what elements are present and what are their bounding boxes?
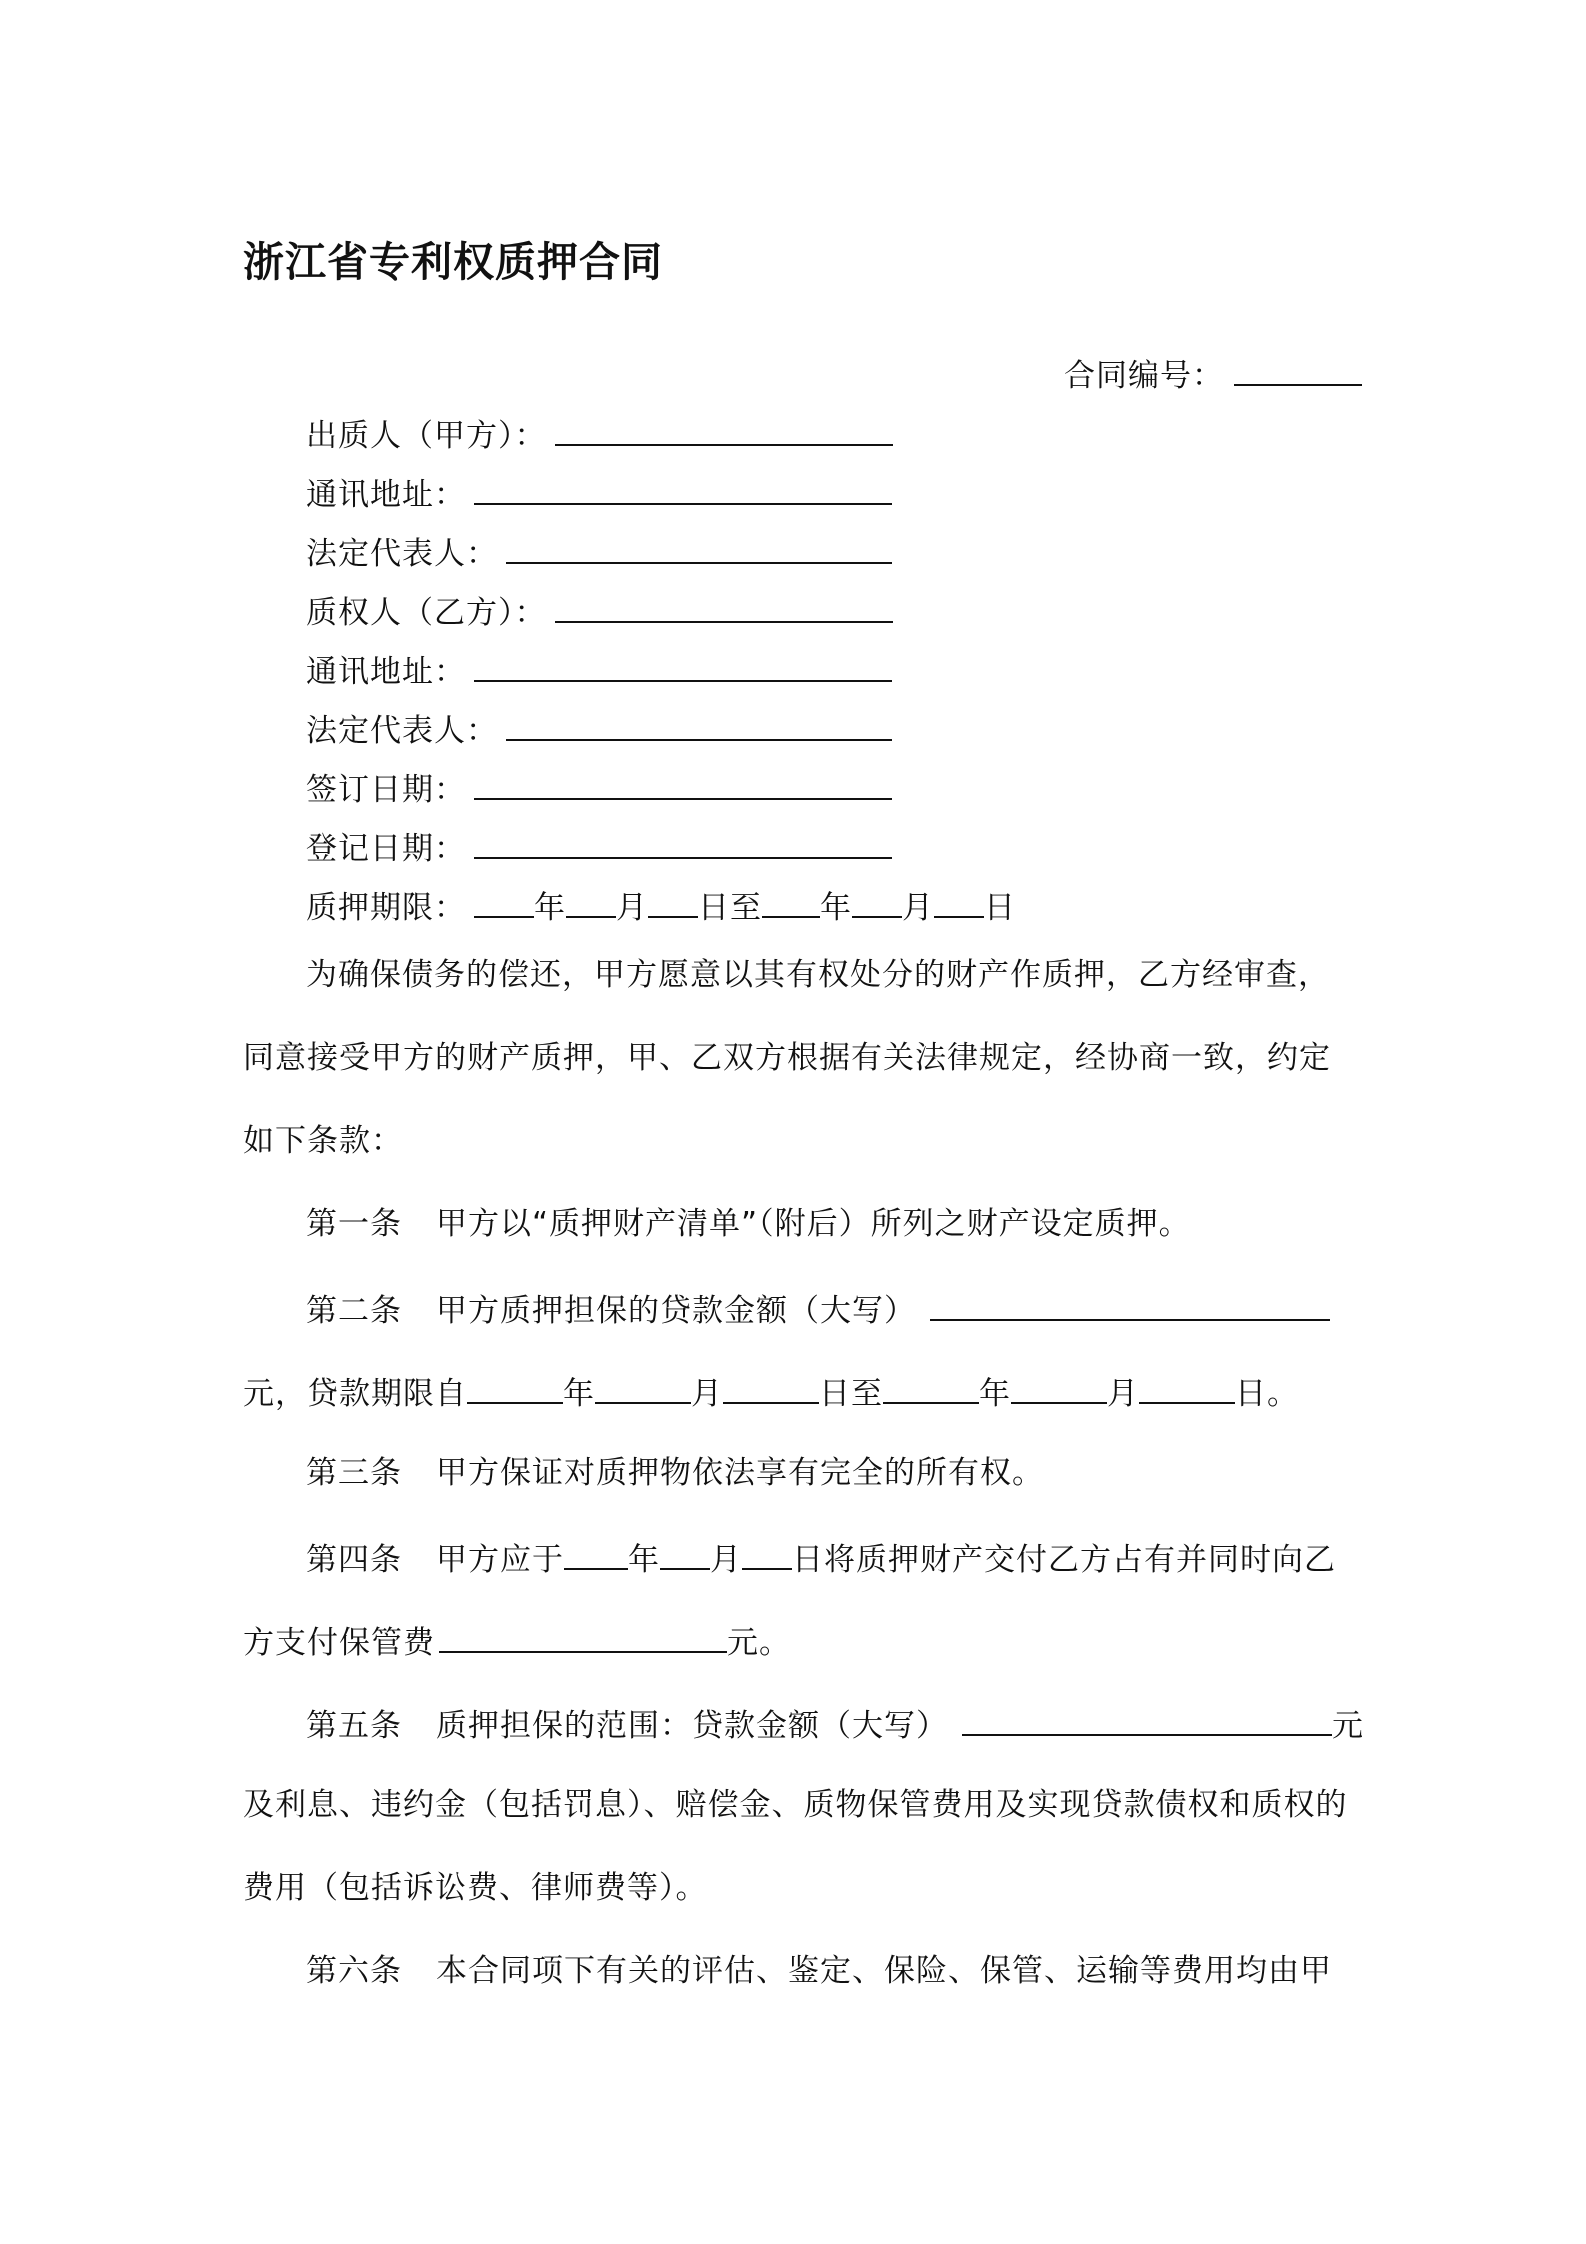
start-year-blank[interactable] xyxy=(474,884,534,918)
field-pledgor-representative xyxy=(306,530,892,574)
year-label: 年 xyxy=(563,1376,595,1412)
article-5-line-2: 及利息、违约金（包括罚息）、赔偿金、质物保管费用及实现贷款债权和质权的 xyxy=(243,1787,1348,1823)
pledge-term-row xyxy=(306,884,1016,928)
month-label: 月 xyxy=(902,890,934,926)
document-title: 浙江省专利权质押合同 xyxy=(243,238,663,286)
article-text: 甲方应于 xyxy=(436,1542,564,1578)
field-label: 通讯地址： xyxy=(306,654,466,690)
article-heading: 第六条 xyxy=(306,1953,402,1989)
field-label: 质权人（乙方）： xyxy=(306,595,547,631)
day-label: 日 xyxy=(984,890,1016,926)
article-2-line-2 xyxy=(243,1370,1299,1414)
article-5-line-3: 费用（包括诉讼费、律师费等）。 xyxy=(243,1870,708,1906)
preamble-line-3: 如下条款： xyxy=(243,1123,403,1159)
field-blank[interactable] xyxy=(506,530,892,564)
article-heading: 第五条 xyxy=(306,1708,402,1744)
article-4-line-2 xyxy=(243,1619,791,1663)
month-label: 月 xyxy=(616,890,648,926)
delivery-day-blank[interactable] xyxy=(742,1536,792,1570)
field-blank[interactable] xyxy=(555,412,893,446)
article-5 xyxy=(306,1702,1364,1746)
start-day-blank[interactable] xyxy=(648,884,698,918)
article-heading: 第一条 xyxy=(306,1206,402,1242)
article-text: 质押担保的范围：贷款金额（大写） xyxy=(436,1708,948,1744)
field-registration-date xyxy=(306,825,892,869)
field-label: 通讯地址： xyxy=(306,477,466,513)
article-4 xyxy=(306,1536,1336,1580)
article-2 xyxy=(306,1287,1330,1331)
guarantee-amount-blank[interactable] xyxy=(962,1702,1332,1736)
yuan-end-text: 元。 xyxy=(727,1625,791,1661)
article-text: 甲方质押担保的贷款金额（大写） xyxy=(436,1293,916,1329)
field-label: 签订日期： xyxy=(306,772,466,808)
article-text: 甲方以“质押财产清单”（附后）所列之财产设定质押。 xyxy=(436,1206,1191,1242)
yuan-text: 元，贷款期限自 xyxy=(243,1376,467,1412)
loan-end-day-blank[interactable] xyxy=(1139,1370,1235,1404)
contract-number-row xyxy=(1064,352,1362,396)
field-blank[interactable] xyxy=(474,471,892,505)
year-label: 年 xyxy=(628,1542,660,1578)
day-to-label: 日至 xyxy=(698,890,762,926)
loan-amount-blank[interactable] xyxy=(930,1287,1330,1321)
day-text: 日将质押财产交付乙方占有并同时向乙 xyxy=(792,1542,1336,1578)
end-month-blank[interactable] xyxy=(852,884,902,918)
field-pledgee-address xyxy=(306,648,892,692)
pledge-term-label: 质押期限： xyxy=(306,890,466,926)
year-label: 年 xyxy=(534,890,566,926)
field-blank[interactable] xyxy=(474,648,892,682)
article-text: 甲方保证对质押物依法享有完全的所有权。 xyxy=(436,1455,1044,1491)
storage-fee-blank[interactable] xyxy=(439,1619,727,1653)
field-blank[interactable] xyxy=(555,589,893,623)
end-year-blank[interactable] xyxy=(762,884,820,918)
delivery-year-blank[interactable] xyxy=(564,1536,628,1570)
year-label: 年 xyxy=(820,890,852,926)
article-heading: 第二条 xyxy=(306,1293,402,1329)
field-signing-date xyxy=(306,766,892,810)
article-text: 本合同项下有关的评估、鉴定、保险、保管、运输等费用均由甲 xyxy=(436,1953,1332,1989)
field-pledgee xyxy=(306,589,893,633)
month-label: 月 xyxy=(1107,1376,1139,1412)
article-text: 方支付保管费 xyxy=(243,1625,435,1661)
field-label: 法定代表人： xyxy=(306,536,498,572)
loan-start-year-blank[interactable] xyxy=(467,1370,563,1404)
field-label: 出质人（甲方）： xyxy=(306,418,547,454)
article-1 xyxy=(306,1204,1191,1244)
end-day-blank[interactable] xyxy=(934,884,984,918)
year-label: 年 xyxy=(979,1376,1011,1412)
loan-end-year-blank[interactable] xyxy=(883,1370,979,1404)
loan-start-month-blank[interactable] xyxy=(595,1370,691,1404)
article-6 xyxy=(306,1951,1332,1991)
preamble-line-1: 为确保债务的偿还，甲方愿意以其有权处分的财产作质押，乙方经审查， xyxy=(306,957,1330,993)
field-pledgor xyxy=(306,412,893,456)
contract-number-label: 合同编号： xyxy=(1064,358,1224,394)
day-end-label: 日。 xyxy=(1235,1376,1299,1412)
day-to-label: 日至 xyxy=(819,1376,883,1412)
field-blank[interactable] xyxy=(474,766,892,800)
field-pledgor-address xyxy=(306,471,892,515)
article-3 xyxy=(306,1453,1044,1493)
preamble-line-2: 同意接受甲方的财产质押，甲、乙双方根据有关法律规定，经协商一致，约定 xyxy=(243,1040,1331,1076)
delivery-month-blank[interactable] xyxy=(660,1536,710,1570)
field-pledgee-representative xyxy=(306,707,892,751)
month-label: 月 xyxy=(691,1376,723,1412)
field-blank[interactable] xyxy=(474,825,892,859)
loan-end-month-blank[interactable] xyxy=(1011,1370,1107,1404)
loan-start-day-blank[interactable] xyxy=(723,1370,819,1404)
field-label: 登记日期： xyxy=(306,831,466,867)
article-heading: 第三条 xyxy=(306,1455,402,1491)
yuan-text: 元 xyxy=(1332,1708,1364,1744)
month-label: 月 xyxy=(710,1542,742,1578)
field-label: 法定代表人： xyxy=(306,713,498,749)
field-blank[interactable] xyxy=(506,707,892,741)
contract-number-blank[interactable] xyxy=(1234,352,1362,386)
article-heading: 第四条 xyxy=(306,1542,402,1578)
start-month-blank[interactable] xyxy=(566,884,616,918)
